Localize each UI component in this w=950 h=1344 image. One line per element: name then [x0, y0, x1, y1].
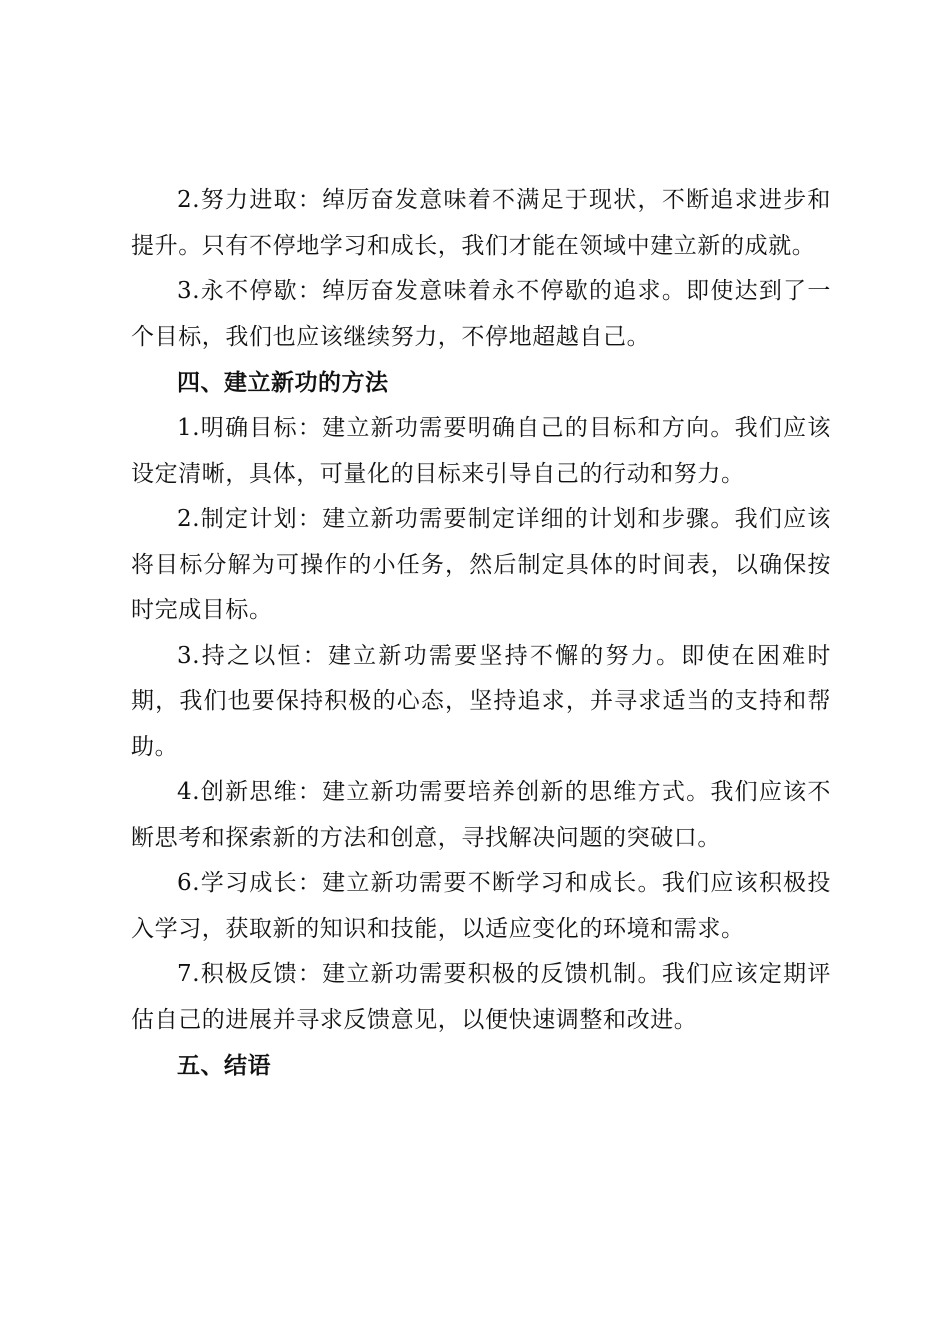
paragraph-persistence: 3.持之以恒：建立新功需要坚持不懈的努力。即使在困难时期，我们也要保持积极的心态，坚持追求，并寻求适当的支持和帮助。 [131, 642, 831, 760]
paragraph-learning-growth: 6.学习成长：建立新功需要不断学习和成长。我们应该积极投入学习，获取新的知识和技能，以适应变化的环境和需求。 [131, 870, 831, 942]
section-heading-methods: 四、建立新功的方法 [177, 370, 389, 396]
paragraph-innovative-thinking: 4.创新思维：建立新功需要培养创新的思维方式。我们应该不断思考和探索新的方法和创意，寻找解决问题的突破口。 [131, 779, 831, 851]
paragraph-positive-feedback: 7.积极反馈：建立新功需要积极的反馈机制。我们应该定期评估自己的进展并寻求反馈意见，以便快速调整和改进。 [131, 961, 831, 1033]
paragraph-make-plan: 2.制定计划：建立新功需要制定详细的计划和步骤。我们应该将目标分解为可操作的小任务，然后制定具体的时间表，以确保按时完成目标。 [131, 506, 831, 623]
paragraph-never-stop: 3.永不停歇：绰厉奋发意味着永不停歇的追求。即使达到了一个目标，我们也应该继续努力，不停地超越自己。 [131, 278, 831, 350]
section-heading-conclusion: 五、结语 [177, 1053, 271, 1079]
paragraph-clear-goals: 1.明确目标：建立新功需要明确自己的目标和方向。我们应该设定清晰，具体，可量化的目标来引导自己的行动和努力。 [131, 415, 831, 487]
document-body [131, 178, 831, 1089]
paragraph-striving-progress: 2.努力进取：绰厉奋发意味着不满足于现状，不断追求进步和提升。只有不停地学习和成长，我们才能在领域中建立新的成就。 [131, 187, 831, 259]
